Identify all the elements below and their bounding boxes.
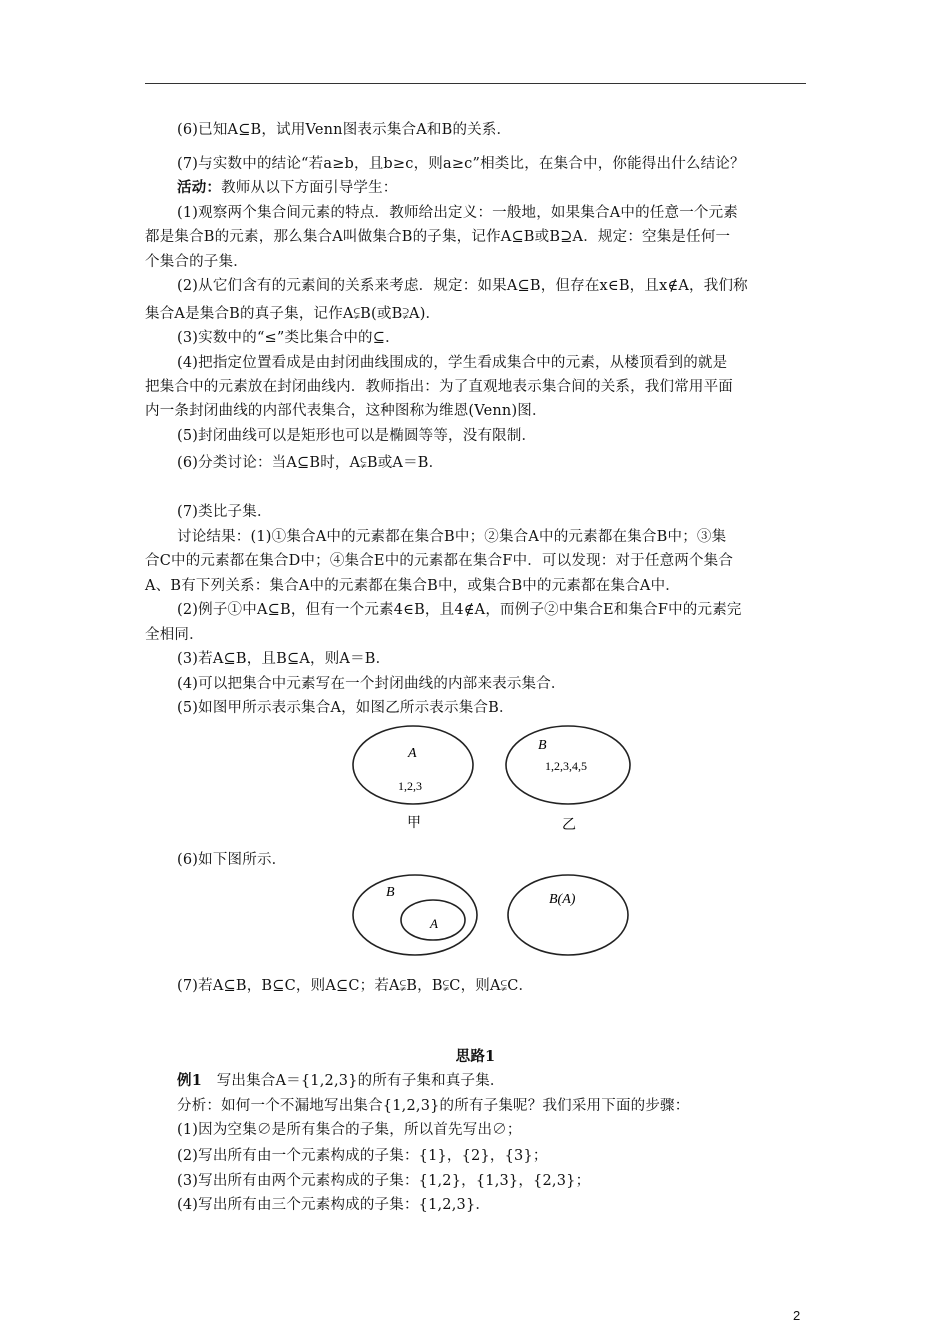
equal-set-label: B(A) [549,892,576,907]
text-line: (7)类比子集． [177,504,272,520]
page-number: 2 [793,1308,801,1323]
activity-label: 活动： [177,179,222,196]
text-line: (2)例子①中A⊆B，但有一个元素4∈B，且4∉A，而例子②中集合E和集合F中的元素完 [177,602,742,618]
text-line: (4)可以把集合中元素写在一个封闭曲线的内部来表示集合． [177,676,566,692]
set-a-elements: 1,2,3 [398,779,422,793]
text-line: (2)写出所有由一个元素构成的子集：{1}，{2}，{3}； [177,1148,548,1164]
text-line: (6)分类讨论：当A⊆B时，A⫋B或A＝B． [177,455,444,471]
text-line: (4)把指定位置看成是由封闭曲线围成的，学生看成集合中的元素，从楼顶看到的就是 [177,355,728,371]
text-line: 都是集合B的元素，那么集合A叫做集合B的子集，记作A⊆B或B⊇A．规定：空集是任何一 [145,229,731,245]
header-rule [145,83,806,84]
text-line: 合C中的元素都在集合D中；④集合E中的元素都在集合F中．可以发现：对于任意两个集合 [145,553,734,569]
text-line: 分析：如何一个不漏地写出集合{1,2,3}的所有子集呢？我们采用下面的步骤： [177,1098,690,1114]
text-line: 内一条封闭曲线的内部代表集合，这种图称为维恩(Venn)图． [145,403,547,419]
text-line: (1)观察两个集合间元素的特点．教师给出定义：一般地，如果集合A中的任意一个元素 [177,205,739,221]
outer-set-b-ellipse [353,875,477,955]
venn-figure-2 [340,867,640,967]
text-line [177,1071,505,1091]
text-line: (4)写出所有由三个元素构成的子集：{1,2,3}． [177,1197,491,1213]
text-line: (3)若A⊆B，且B⊆A，则A＝B． [177,651,391,667]
text-line: 个集合的子集． [145,254,248,270]
text-line-content: 写出集合A＝{1,2,3}的所有子集和真子集． [202,1073,505,1089]
text-line: (6)已知A⊆B，试用Venn图表示集合A和B的关系． [177,122,512,138]
text-line: (3)写出所有由两个元素构成的子集：{1,2}，{1,3}，{2,3}； [177,1173,591,1189]
equal-set-ellipse [508,875,628,955]
venn-figure-1 [340,722,640,834]
outer-set-b-label: B [386,885,395,900]
set-b-elements: 1,2,3,4,5 [545,759,587,773]
set-a-label: A [408,746,417,761]
text-line: (3)实数中的“≤”类比集合中的⊆． [177,330,400,346]
text-line: (5)封闭曲线可以是矩形也可以是椭圆等等，没有限制． [177,428,537,444]
section-heading: 思路1 [455,1048,496,1065]
caption-yi: 乙 [562,818,576,833]
caption-jia: 甲 [407,816,421,831]
text-line: (2)从它们含有的元素间的关系来考虑．规定：如果A⊆B，但存在x∈B，且x∉A，我们称 [177,278,748,294]
text-line: (5)如图甲所示表示集合A，如图乙所示表示集合B． [177,700,514,716]
text-line-content: 教师从以下方面引导学生： [221,180,398,196]
text-line: (1)因为空集∅是所有集合的子集，所以首先写出∅； [177,1122,522,1138]
text-line: 讨论结果：(1)①集合A中的元素都在集合B中；②集合A中的元素都在集合B中；③集 [177,529,727,545]
text-line: (6)如下图所示． [177,852,287,868]
set-b-label: B [538,738,547,753]
text-line: 把集合中的元素放在封闭曲线内．教师指出：为了直观地表示集合间的关系，我们常用平面 [145,379,733,395]
text-line [177,178,398,198]
example-label: 例1 [177,1072,202,1089]
inner-set-a-label: A [430,916,438,931]
text-line: 全相同． [145,627,204,643]
text-line: (7)与实数中的结论“若a≥b，且b≥c，则a≥c”相类比，在集合中，你能得出什么结论？ [177,156,745,172]
text-line: A、B有下列关系：集合A中的元素都在集合B中，或集合B中的元素都在集合A中． [145,578,680,594]
text-line: (7)若A⊆B，B⊆C，则A⊆C；若A⫋B，B⫋C，则A⫋C． [177,978,534,994]
text-line: 集合A是集合B的真子集，记作A⫋B(或B⫌A)． [145,306,441,322]
